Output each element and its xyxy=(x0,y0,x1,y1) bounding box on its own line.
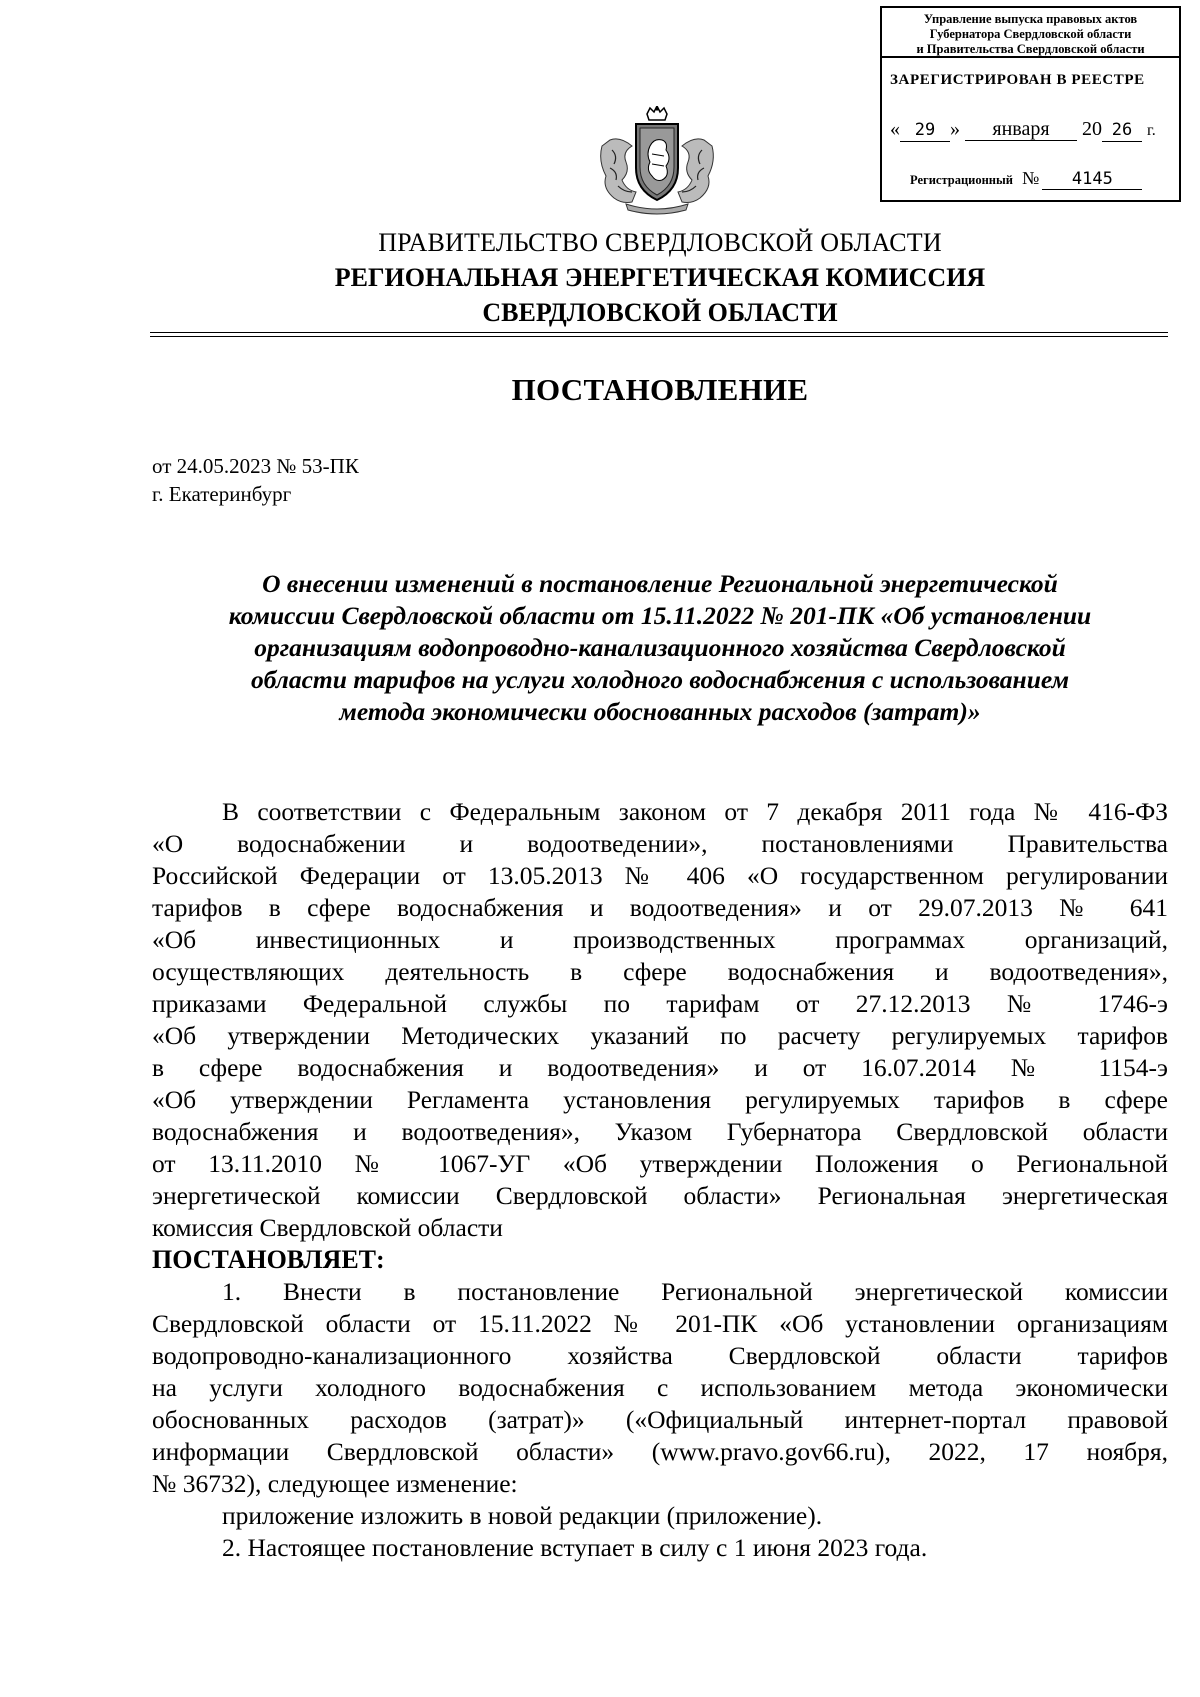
item2: 2. Настоящее постановление вступает в силу с 1 июня 2023 года. xyxy=(222,1533,928,1562)
stamp-close-quote: » xyxy=(950,118,960,140)
stamp-header-line: и Правительства Свердловской области xyxy=(916,42,1145,56)
stamp-reg-label: Регистрационный xyxy=(910,173,1013,187)
subject-line: организациям водопроводно-канализационного хозяйства Свердловской xyxy=(254,633,1066,662)
subject-line: области тарифов на услуги холодного водоснабжения с использованием xyxy=(250,665,1070,694)
preamble-line: Российской Федерации от 13.05.2013 № 406 «О государственном регулировании xyxy=(152,861,1168,890)
item1-line: водопроводно-канализационного хозяйства Свердловской области тарифов xyxy=(152,1341,1168,1370)
item1-line: 1. Внести в постановление Региональной энергетической комиссии xyxy=(222,1277,1168,1306)
item1-line: № 36732), следующее изменение: xyxy=(152,1469,518,1498)
item1-line: Свердловской области от 15.11.2022 № 201-ПК «Об установлении организациям xyxy=(152,1309,1168,1338)
preamble-line: «О водоснабжении и водоотведении», постановлениями Правительства xyxy=(152,829,1168,858)
commission-name-line2: СВЕРДЛОВСКОЙ ОБЛАСТИ xyxy=(482,298,838,327)
stamp-header xyxy=(882,8,1179,58)
preamble-line: тарифов в сфере водоснабжения и водоотведения» и от 29.07.2013 № 641 xyxy=(152,893,1168,922)
preamble-line: «Об инвестиционных и производственных программах организаций, xyxy=(152,925,1168,954)
stamp-date xyxy=(890,118,1156,142)
stamp-number-sign: № xyxy=(1022,168,1040,188)
stamp-registered-label: ЗАРЕГИСТРИРОВАН В РЕЕСТРЕ xyxy=(890,72,1145,88)
subject-line: метода экономически обоснованных расходов (затрат)» xyxy=(339,697,981,726)
stamp-month: января xyxy=(965,118,1077,141)
registration-stamp xyxy=(880,6,1181,202)
stamp-header-line: Управление выпуска правовых актов xyxy=(923,12,1138,26)
preamble-line: В соответствии с Федеральным законом от 7 декабря 2011 года № 416-ФЗ xyxy=(222,797,1168,826)
stamp-day: 29 xyxy=(900,119,950,142)
document-meta xyxy=(152,452,359,508)
government-name: ПРАВИТЕЛЬСТВО СВЕРДЛОВСКОЙ ОБЛАСТИ xyxy=(378,228,942,257)
stamp-header-line: Губернатора Свердловской области xyxy=(929,27,1132,41)
preamble-line: в сфере водоснабжения и водоотведения» и от 16.07.2014 № 1154-э xyxy=(152,1053,1168,1082)
preamble-line: комиссия Свердловской области xyxy=(152,1213,503,1242)
document-body xyxy=(152,796,1168,1564)
preamble-line: «Об утверждении Регламента установления регулируемых тарифов в сфере xyxy=(152,1085,1168,1114)
item1-line: на услуги холодного водоснабжения с использованием метода экономически xyxy=(152,1373,1168,1402)
coat-of-arms-icon xyxy=(592,106,722,216)
item1-change: приложение изложить в новой редакции (приложение). xyxy=(222,1501,823,1530)
document-subject xyxy=(150,568,1170,728)
stamp-year-mark: г. xyxy=(1147,122,1156,139)
document-type: ПОСТАНОВЛЕНИЕ xyxy=(511,372,809,407)
preamble-line: приказами Федеральной службы по тарифам от 27.12.2013 № 1746-э xyxy=(152,989,1168,1018)
subject-line: комиссии Свердловской области от 15.11.2022 № 201-ПК «Об установлении xyxy=(228,601,1092,630)
stamp-year-prefix: 20 xyxy=(1082,118,1102,140)
header-divider xyxy=(150,332,1168,333)
item1-line: обоснованных расходов (затрат)» («Официальный интернет-портал правовой xyxy=(152,1405,1168,1434)
preamble-line: энергетической комиссии Свердловской области» Региональная энергетическая xyxy=(152,1181,1168,1210)
commission-name-line1: РЕГИОНАЛЬНАЯ ЭНЕРГЕТИЧЕСКАЯ КОМИССИЯ xyxy=(334,263,986,292)
stamp-reg-number: 4145 xyxy=(1042,169,1142,190)
document-date-number: от 24.05.2023 № 53-ПК xyxy=(152,454,359,478)
stamp-registration-number xyxy=(910,168,1142,190)
preamble-line: осуществляющих деятельность в сфере водоснабжения и водоотведения», xyxy=(152,957,1168,986)
item1-line: информации Свердловской области» (www.pravo.gov66.ru), 2022, 17 ноября, xyxy=(152,1437,1168,1466)
preamble-line: «Об утверждении Методических указаний по расчету регулируемых тарифов xyxy=(152,1021,1168,1050)
header-divider-thin xyxy=(150,336,1168,337)
subject-line: О внесении изменений в постановление Региональной энергетической xyxy=(262,569,1058,598)
document-city: г. Екатеринбург xyxy=(152,482,292,506)
resolves-heading: ПОСТАНОВЛЯЕТ: xyxy=(152,1245,385,1274)
stamp-year-suffix: 26 xyxy=(1102,119,1142,142)
preamble-line: водоснабжения и водоотведения», Указом Губернатора Свердловской области xyxy=(152,1117,1168,1146)
stamp-open-quote: « xyxy=(890,118,900,140)
preamble-line: от 13.11.2010 № 1067-УГ «Об утверждении Положения о Региональной xyxy=(152,1149,1168,1178)
